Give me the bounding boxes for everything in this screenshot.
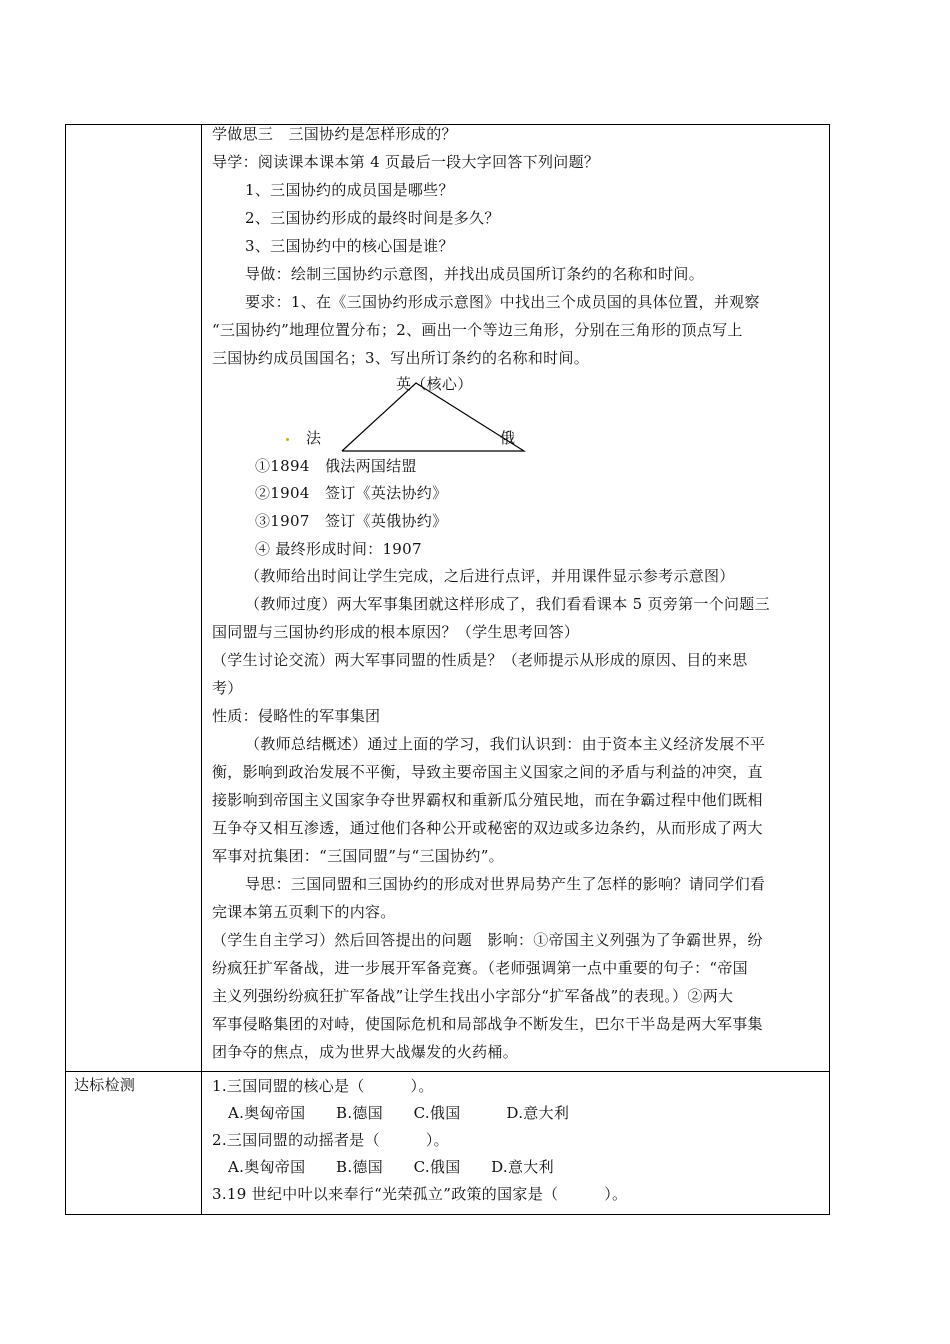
body-line: 导思：三国同盟和三国协约的形成对世界局势产生了怎样的影响？请同学们看 <box>245 875 766 893</box>
treaty-1894: ①1894 俄法两国结盟 <box>255 457 417 475</box>
table-column-divider <box>201 124 202 1215</box>
diagram-label-england: 英（核心） <box>396 375 473 393</box>
body-line: 国同盟与三国协约形成的根本原因？（学生思考回答） <box>212 623 580 641</box>
diagram-label-france: 法 <box>306 429 322 447</box>
body-line: 纷疯狂扩军备战，进一步展开军备竞赛。（老师强调第一点中重要的句子：“帝国 <box>212 959 748 977</box>
requirement-line-1: 要求：1、在《三国协约形成示意图》中找出三个成员国的具体位置，并观察 <box>245 293 760 311</box>
body-line: （教师过度）两大军事集团就这样形成了，我们看看课本 5 页旁第一个问题三 <box>245 595 770 613</box>
body-line: 衡，影响到政治发展不平衡，导致主要帝国主义国家之间的矛盾与利益的冲突，直 <box>212 763 763 781</box>
diagram-label-russia: 俄 <box>500 429 516 447</box>
quiz-question-1: 1.三国同盟的核心是（ ）。 <box>212 1077 434 1095</box>
nature-line: 性质：侵略性的军事集团 <box>212 707 381 725</box>
body-line: 主义列强纷纷疯狂扩军备战”让学生找出小字部分“扩军备战”的表现。）②两大 <box>212 987 734 1005</box>
question-3: 3、三国协约中的核心国是谁？ <box>245 237 454 255</box>
body-line: 接影响到帝国主义国家争夺世界霸权和重新瓜分殖民地，而在争霸过程中他们既相 <box>212 791 763 809</box>
table-row-divider <box>65 1071 830 1072</box>
task-line: 导做：绘制三国协约示意图，并找出成员国所订条约的名称和时间。 <box>245 265 705 283</box>
requirement-line-2: “三国协约”地理位置分布；2、画出一个等边三角形，分别在三角形的顶点写上 <box>212 321 743 339</box>
quiz-options-1: A.奥匈帝国 B.德国 C.俄国 D.意大利 <box>228 1104 570 1122</box>
guide-line: 导学：阅读课本课本第 4 页最后一段大字回答下列问题？ <box>212 153 600 171</box>
section-heading: 学做思三 三国协约是怎样形成的？ <box>212 125 457 143</box>
body-line: 互争夺又相互渗透，通过他们各种公开或秘密的双边或多边条约，从而形成了两大 <box>212 819 763 837</box>
decorative-dot <box>286 438 289 441</box>
body-line: （教师给出时间让学生完成，之后进行点评，并用课件显示参考示意图） <box>245 567 735 585</box>
body-line: （学生自主学习）然后回答提出的问题 影响：①帝国主义列强为了争霸世界，纷 <box>212 931 763 949</box>
body-line: （学生讨论交流）两大军事同盟的性质是？（老师提示从形成的原因、目的来思 <box>212 651 748 669</box>
final-formation-time: ④ 最终形成时间：1907 <box>255 540 422 558</box>
treaty-1904: ②1904 签订《英法协约》 <box>255 484 448 502</box>
body-line: 军事对抗集团：“三国同盟”与“三国协约”。 <box>212 847 504 865</box>
body-line: 团争夺的焦点，成为世界大战爆发的火药桶。 <box>212 1043 519 1061</box>
quiz-question-3: 3.19 世纪中叶以来奉行“光荣孤立”政策的国家是（ ）。 <box>212 1185 628 1203</box>
body-line: 军事侵略集团的对峙，使国际危机和局部战争不断发生，巴尔干半岛是两大军事集 <box>212 1015 763 1033</box>
question-1: 1、三国协约的成员国是哪些？ <box>245 181 454 199</box>
body-line: 完课本第五页剩下的内容。 <box>212 903 396 921</box>
quiz-options-2: A.奥匈帝国 B.德国 C.俄国 D.意大利 <box>228 1158 554 1176</box>
question-2: 2、三国协约形成的最终时间是多久？ <box>245 209 500 227</box>
requirement-line-3: 三国协约成员国国名；3、写出所订条约的名称和时间。 <box>212 349 590 367</box>
treaty-1907: ③1907 签订《英俄协约》 <box>255 512 448 530</box>
quiz-question-2: 2.三国同盟的动摇者是（ ）。 <box>212 1131 449 1149</box>
body-line: （教师总结概述）通过上面的学习，我们认识到：由于资本主义经济发展不平 <box>245 735 766 753</box>
body-line: 考） <box>212 679 243 697</box>
section-label-assessment: 达标检测 <box>74 1076 136 1094</box>
